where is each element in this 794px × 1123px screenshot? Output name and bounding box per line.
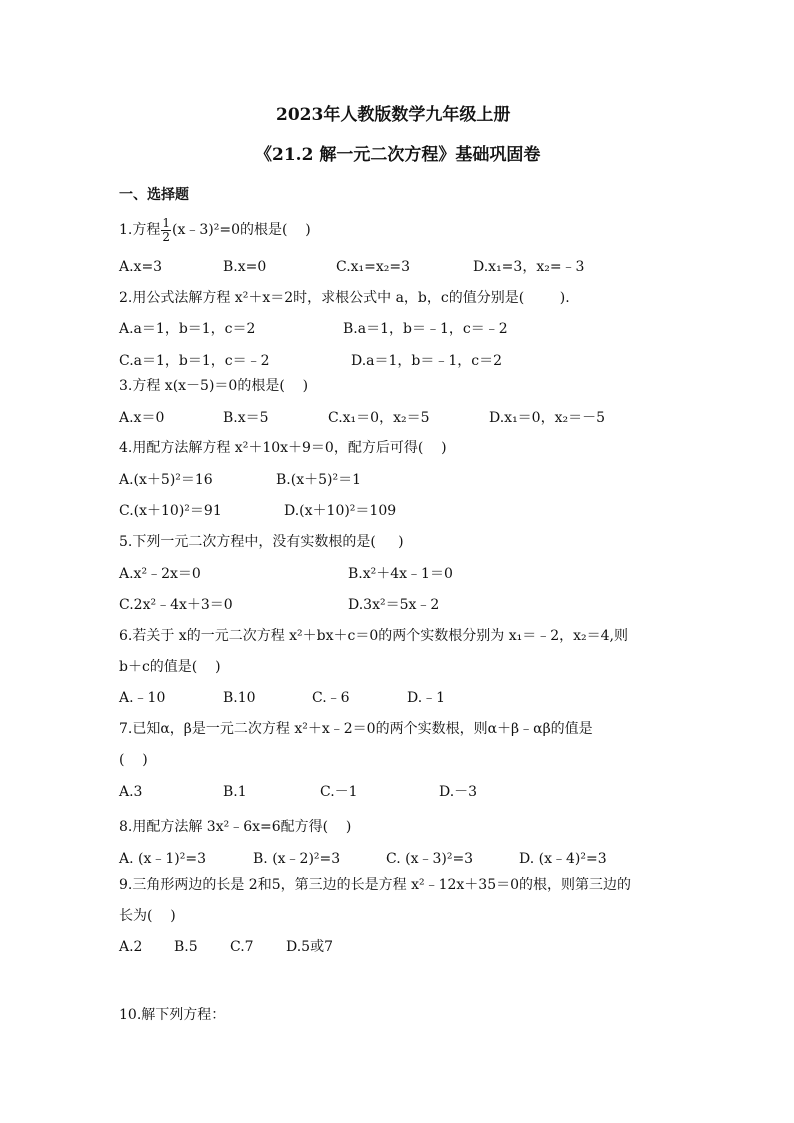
question-1-stem: 1.方程 $\frac{1}{2}$ (x﹣3)²=0的根是( ) xyxy=(119,215,311,244)
question-6-stem: 6.若关于 x的一元二次方程 x²＋bx＋c＝0的两个实数根分别为 x₁＝﹣2，x₂＝4,则 xyxy=(119,628,628,644)
question-9-stem-continued: 长为( ) xyxy=(119,908,176,924)
question-2-option-b: B.a＝1，b＝﹣1，c＝﹣2 xyxy=(343,321,508,337)
question-3-option-a: A.x＝0 xyxy=(119,410,165,426)
question-8-stem: 8.用配方法解 3x²﹣6x=6配方得( ) xyxy=(119,819,352,835)
question-10-stem: 10.解下列方程： xyxy=(119,1007,226,1023)
question-3-option-d: D.x₁＝0，x₂＝－5 xyxy=(489,410,606,426)
question-9-stem: 9.三角形两边的长是 2和5，第三边的长是方程 x²﹣12x＋35＝0的根，则第三边的 xyxy=(119,877,632,893)
question-2-option-d: D.a＝1，b＝﹣1，c＝2 xyxy=(351,353,503,369)
question-6-option-d: D.﹣1 xyxy=(407,690,446,706)
question-7-stem-continued: ( ) xyxy=(119,752,148,768)
question-2-stem: 2.用公式法解方程 x²＋x＝2时，求根公式中 a，b，c的值分别是( ). xyxy=(119,290,570,306)
question-8-option-a: A. (x﹣1)²=3 xyxy=(119,851,206,867)
question-6-option-b: B.10 xyxy=(223,690,256,706)
question-5-option-a: A.x²﹣2x＝0 xyxy=(119,566,201,582)
question-4-option-d: D.(x＋10)²＝109 xyxy=(284,503,397,519)
question-4-option-b: B.(x＋5)²＝1 xyxy=(276,472,361,488)
question-5-stem: 5.下列一元二次方程中，没有实数根的是( ) xyxy=(119,534,404,550)
fraction: $\frac{1}{2}$ xyxy=(162,215,170,244)
question-6-stem-continued: b＋c的值是( ) xyxy=(119,659,221,675)
question-3-option-c: C.x₁＝0，x₂＝5 xyxy=(328,410,430,426)
question-6-option-a: A.﹣10 xyxy=(119,690,166,706)
question-5-option-c: C.2x²﹣4x＋3＝0 xyxy=(119,597,233,613)
question-1-option-b: B.x=0 xyxy=(223,259,267,275)
question-2-option-c: C.a＝1，b＝1，c＝﹣2 xyxy=(119,353,270,369)
question-7-option-c: C.－1 xyxy=(320,784,358,800)
question-9-option-a: A.2 xyxy=(119,939,143,955)
question-3-stem: 3.方程 x(x－5)＝0的根是( ) xyxy=(119,378,309,394)
question-1-option-d: D.x₁=3，x₂=﹣3 xyxy=(473,259,585,275)
question-4-option-c: C.(x＋10)²＝91 xyxy=(119,503,222,519)
document-title: 2023年人教版数学九年级上册 xyxy=(276,105,511,125)
question-7-stem: 7.已知α，β是一元二次方程 x²＋x﹣2＝0的两个实数根，则α＋β﹣αβ的值是 xyxy=(119,721,593,737)
question-5-option-b: B.x²＋4x﹣1＝0 xyxy=(348,566,453,582)
question-7-option-b: B.1 xyxy=(223,784,247,800)
section-heading: 一、选择题 xyxy=(119,187,189,203)
question-9-option-c: C.7 xyxy=(230,939,254,955)
question-1-option-a: A.x=3 xyxy=(119,259,163,275)
question-7-option-a: A.3 xyxy=(119,784,143,800)
document-subtitle: 《21.2 解一元二次方程》基础巩固卷 xyxy=(255,145,541,165)
question-1-option-c: C.x₁=x₂=3 xyxy=(336,259,411,275)
question-8-option-c: C. (x﹣3)²=3 xyxy=(386,851,474,867)
question-2-option-a: A.a＝1，b＝1，c＝2 xyxy=(119,321,256,337)
question-3-option-b: B.x＝5 xyxy=(223,410,269,426)
question-5-option-d: D.3x²＝5x﹣2 xyxy=(348,597,440,613)
question-8-option-d: D. (x﹣4)²=3 xyxy=(519,851,607,867)
question-7-option-d: D.－3 xyxy=(439,784,478,800)
question-6-option-c: C.﹣6 xyxy=(312,690,350,706)
question-4-option-a: A.(x＋5)²＝16 xyxy=(119,472,213,488)
question-9-option-b: B.5 xyxy=(174,939,198,955)
question-4-stem: 4.用配方法解方程 x²＋10x＋9＝0，配方后可得( ) xyxy=(119,440,447,456)
question-8-option-b: B. (x﹣2)²=3 xyxy=(253,851,341,867)
question-9-option-d: D.5或7 xyxy=(286,939,333,955)
